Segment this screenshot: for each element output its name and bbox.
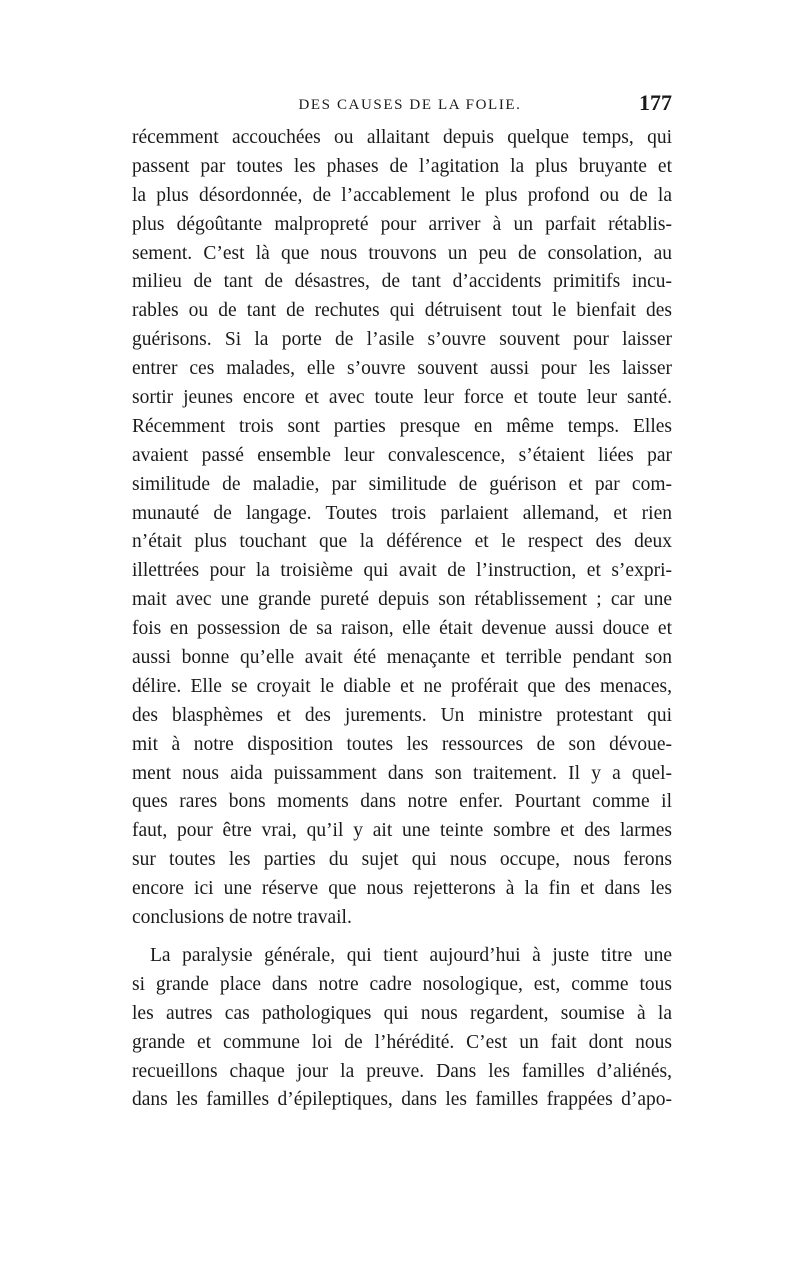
text-line: les autres cas pathologiques qui nous regardent, soumise à la — [132, 1002, 672, 1024]
text-line: récemment accouchées ou allaitant depuis quelque temps, qui — [132, 127, 672, 148]
paragraph-spacer — [132, 933, 672, 942]
text-line: ques rares bons moments dans notre enfer. Pourtant comme il — [132, 791, 672, 813]
paragraph-2 — [132, 942, 672, 1115]
paragraph-1 — [132, 124, 672, 933]
text-line: mit à notre disposition toutes les ressources de son dévoue- — [132, 733, 672, 755]
text-line: encore ici une réserve que nous rejetterons à la fin et dans les — [132, 878, 672, 900]
text-line: similitude de maladie, par similitude de guérison et par com- — [132, 473, 672, 495]
running-head — [132, 90, 672, 120]
text-line: sur toutes les parties du sujet qui nous occupe, nous ferons — [132, 849, 672, 871]
text-line: munauté de langage. Toutes trois parlaient allemand, et rien — [132, 502, 672, 524]
text-line: la plus désordonnée, de l’accablement le plus profond ou de la — [132, 184, 672, 206]
text-line: dans les familles d’épileptiques, dans les familles frappées d’apo- — [132, 1089, 672, 1111]
text-line: si grande place dans notre cadre nosologique, est, comme tous — [132, 973, 672, 995]
text-line: avaient passé ensemble leur convalescence, s’étaient liées par — [132, 444, 672, 466]
running-title: DES CAUSES DE LA FOLIE. — [298, 97, 522, 113]
text-line: fois en possession de sa raison, elle était devenue aussi douce et — [132, 618, 672, 640]
text-line: n’était plus touchant que la déférence et le respect des deux — [132, 531, 672, 553]
text-line: plus dégoûtante malpropreté pour arriver à un parfait rétablis- — [132, 213, 672, 235]
text-line: délire. Elle se croyait le diable et ne proférait que des menaces, — [132, 675, 672, 697]
text-line: ment nous aida puissamment dans son traitement. Il y a quel- — [132, 762, 672, 784]
text-line: La paralysie générale, qui tient aujourd’hui à juste titre une — [150, 944, 672, 966]
text-line: recueillons chaque jour la preuve. Dans les familles d’aliénés, — [132, 1060, 672, 1082]
text-line: entrer ces malades, elle s’ouvre souvent aussi pour les laisser — [132, 358, 672, 380]
page-number: 177 — [639, 90, 672, 115]
text-line: grande et commune loi de l’hérédité. C’est un fait dont nous — [132, 1031, 672, 1053]
text-line: conclusions de notre travail. — [132, 907, 352, 929]
text-line: sement. C’est là que nous trouvons un peu de consolation, au — [132, 242, 672, 264]
text-line: mait avec une grande pureté depuis son rétablissement ; car une — [132, 589, 672, 611]
text-line: illettrées pour la troisième qui avait de l’instruction, et s’expri- — [132, 560, 672, 582]
body-text — [132, 124, 672, 1115]
text-line: aussi bonne qu’elle avait été menaçante et terrible pendant son — [132, 647, 672, 669]
text-line: Récemment trois sont parties presque en même temps. Elles — [132, 415, 672, 437]
text-line: des blasphèmes et des jurements. Un ministre protestant qui — [132, 704, 672, 726]
text-line: rables ou de tant de rechutes qui détruisent tout le bienfait des — [132, 300, 672, 322]
text-line: guérisons. Si la porte de l’asile s’ouvre souvent pour laisser — [132, 329, 672, 351]
text-line: milieu de tant de désastres, de tant d’accidents primitifs incu- — [132, 271, 672, 293]
text-line: sortir jeunes encore et avec toute leur force et toute leur santé. — [132, 387, 672, 409]
text-line: passent par toutes les phases de l’agitation la plus bruyante et — [132, 155, 672, 177]
text-line: faut, pour être vrai, qu’il y ait une teinte sombre et des larmes — [132, 820, 672, 842]
